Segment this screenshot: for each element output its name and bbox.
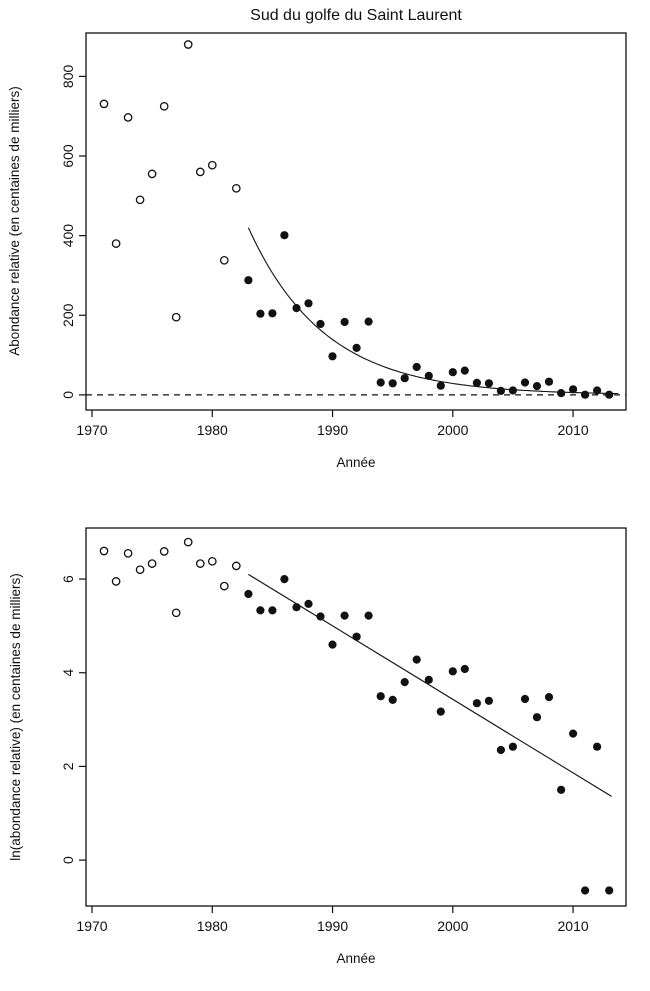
data-point-open	[124, 114, 131, 121]
data-point-open	[173, 314, 180, 321]
data-point-filled	[304, 600, 312, 608]
data-point-filled	[280, 231, 288, 239]
data-point-open	[233, 185, 240, 192]
x-tick-label: 2000	[437, 918, 469, 934]
data-point-open	[173, 609, 180, 616]
data-point-open	[209, 162, 216, 169]
data-point-filled	[401, 374, 409, 382]
data-point-filled	[485, 379, 493, 387]
data-point-filled	[341, 318, 349, 326]
data-point-filled	[316, 320, 324, 328]
data-point-filled	[461, 367, 469, 375]
y-axis-title: Abondance relative (en centaines de milliers)	[7, 86, 22, 356]
data-point-filled	[292, 603, 300, 611]
data-point-open	[100, 100, 107, 107]
data-point-filled	[328, 352, 336, 360]
y-tick-label: 6	[60, 575, 76, 583]
data-point-open	[197, 168, 204, 175]
data-point-filled	[545, 693, 553, 701]
data-point-filled	[389, 696, 397, 704]
series-filled_circles_1983_2013	[244, 575, 613, 895]
data-point-filled	[557, 786, 565, 794]
y-tick-label: 0	[60, 390, 76, 399]
data-point-filled	[377, 692, 385, 700]
data-point-filled	[341, 612, 349, 620]
data-point-open	[136, 566, 143, 573]
data-point-open	[209, 558, 216, 565]
y-tick-label: 0	[60, 856, 76, 864]
data-point-filled	[449, 667, 457, 675]
data-point-filled	[316, 612, 324, 620]
data-point-filled	[425, 676, 433, 684]
data-point-filled	[244, 276, 252, 284]
y-tick-label: 4	[60, 668, 76, 677]
data-point-open	[148, 560, 155, 567]
chart-title: Sud du golfe du Saint Laurent	[250, 7, 462, 24]
x-tick-label: 1990	[316, 918, 349, 934]
data-point-filled	[533, 382, 541, 390]
x-tick-label: 1970	[76, 422, 108, 438]
data-point-filled	[437, 382, 445, 390]
data-point-filled	[521, 378, 529, 386]
data-point-filled	[557, 389, 565, 397]
data-point-filled	[605, 886, 613, 894]
data-point-filled	[509, 386, 517, 394]
trend-curve	[248, 228, 618, 394]
data-point-open	[233, 562, 240, 569]
x-axis-title: Année	[336, 951, 376, 966]
data-point-filled	[461, 665, 469, 673]
data-point-filled	[581, 886, 589, 894]
data-point-filled	[497, 387, 505, 395]
data-point-filled	[509, 743, 517, 751]
data-point-filled	[256, 310, 264, 318]
y-tick-label: 400	[60, 223, 76, 248]
series-open_circles_1971_1982	[100, 41, 240, 321]
x-tick-label: 1980	[196, 918, 228, 934]
y-tick-label: 200	[60, 303, 76, 327]
data-point-filled	[605, 391, 613, 399]
data-point-filled	[485, 697, 493, 705]
data-point-filled	[244, 590, 252, 598]
data-point-open	[185, 41, 192, 48]
plot-box	[86, 528, 626, 906]
data-point-open	[124, 550, 131, 557]
panel-bottom	[8, 528, 626, 966]
data-point-open	[221, 257, 228, 264]
panel-top	[7, 7, 626, 470]
data-point-filled	[473, 699, 481, 707]
data-point-filled	[413, 363, 421, 371]
data-point-filled	[292, 304, 300, 312]
data-point-open	[112, 240, 119, 247]
data-point-filled	[256, 606, 264, 614]
data-point-filled	[437, 708, 445, 716]
x-tick-label: 2000	[437, 422, 469, 438]
data-point-filled	[581, 391, 589, 399]
series-filled_circles_1983_2013	[244, 231, 613, 399]
data-point-filled	[521, 695, 529, 703]
data-point-filled	[473, 379, 481, 387]
data-point-filled	[569, 730, 577, 738]
data-point-filled	[353, 344, 361, 352]
data-point-filled	[425, 372, 433, 380]
y-tick-label: 2	[60, 762, 76, 771]
data-point-open	[197, 560, 204, 567]
data-point-filled	[365, 612, 373, 620]
y-tick-label: 800	[60, 64, 76, 89]
data-point-filled	[268, 606, 276, 614]
data-point-filled	[377, 378, 385, 386]
data-point-filled	[268, 309, 276, 317]
data-point-open	[161, 103, 168, 110]
trend-line	[248, 574, 611, 796]
y-tick-label: 600	[60, 144, 76, 168]
data-point-filled	[593, 386, 601, 394]
x-axis-title: Année	[336, 455, 376, 470]
data-point-open	[112, 578, 119, 585]
plot-box	[86, 33, 626, 410]
data-point-filled	[545, 378, 553, 386]
data-point-filled	[328, 641, 336, 649]
data-point-filled	[413, 656, 421, 664]
data-point-open	[136, 196, 143, 203]
data-point-filled	[389, 379, 397, 387]
data-point-filled	[497, 746, 505, 754]
data-point-open	[100, 547, 107, 554]
data-point-filled	[569, 385, 577, 393]
data-point-filled	[449, 368, 457, 376]
data-point-filled	[280, 575, 288, 583]
data-point-open	[221, 582, 228, 589]
data-point-open	[161, 548, 168, 555]
x-tick-label: 2010	[557, 422, 589, 438]
data-point-filled	[593, 743, 601, 751]
series-open_circles_1971_1982	[100, 538, 240, 616]
data-point-open	[185, 538, 192, 545]
x-tick-label: 1980	[196, 422, 228, 438]
data-point-filled	[353, 633, 361, 641]
data-point-filled	[401, 678, 409, 686]
data-point-filled	[533, 713, 541, 721]
x-tick-label: 1970	[76, 918, 108, 934]
data-point-filled	[365, 318, 373, 326]
data-point-open	[148, 170, 155, 177]
data-point-filled	[304, 299, 312, 307]
x-tick-label: 1990	[316, 422, 349, 438]
y-axis-title: ln(abondance relative) (en centaines de milliers)	[8, 573, 23, 861]
x-tick-label: 2010	[557, 918, 589, 934]
